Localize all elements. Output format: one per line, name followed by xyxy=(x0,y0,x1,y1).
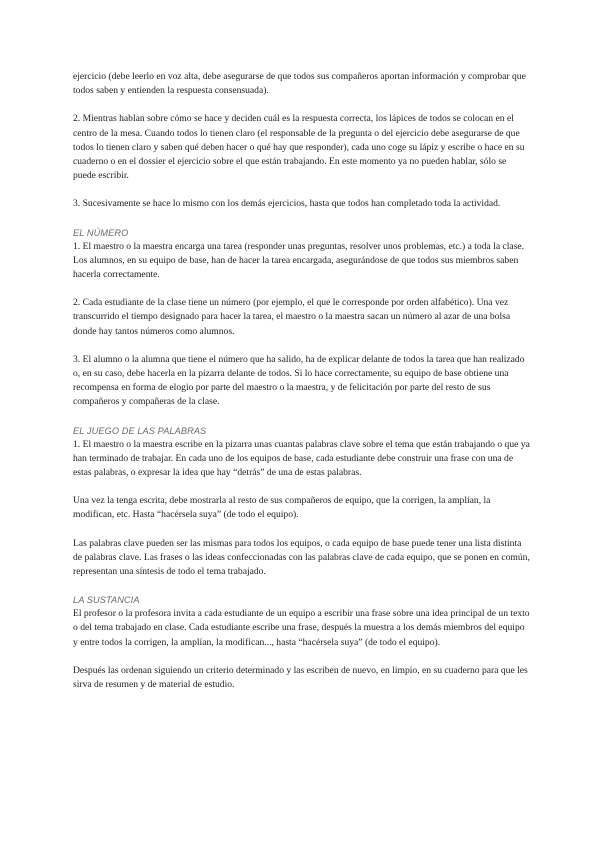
juego-paragraph-3: Las palabras clave pueden ser las mismas para todos los equipos, o cada equipo de base puede tener una lista distinta de palabras clave. Las frases o las ideas confeccionadas con las palabras clave de cada equipo, que se ponen en común, representan una síntesis de todo el tema trabajado. xyxy=(73,537,530,578)
numero-paragraph-2: 2. Cada estudiante de la clase tiene un número (por ejemplo, el que le corresponde por orden alfabético). Una vez transcurrido el tiempo designado para hacer la tarea, el maestro o la maestra sacan un número al azar de una bolsa donde hay tantos números como alumnos. xyxy=(73,297,511,337)
document-body xyxy=(73,70,531,692)
section-heading-juego: EL JUEGO DE LAS PALABRAS xyxy=(73,425,207,436)
numero-paragraph-1: 1. El maestro o la maestra encarga una tarea (responder unas preguntas, resolver unos problemas, etc.) a toda la clase. Los alumnos, en su equipo de base, han de hacer la tarea encargada, asegurándose de que todos sus miembros saben hacerla correctamente. xyxy=(73,240,525,281)
intro-paragraph-2: 2. Mientras hablan sobre cómo se hace y deciden cuál es la respuesta correcta, los lápices de todos se colocan en el centro de la mesa. Cuando todos lo tienen claro (el responsable de la pregunta o del ejercicio debe asegurarse de que todos lo tienen claro y saben qué deben hacer o qué hay que responder), cada uno coge su lápiz y escribe o hace en su cuaderno o en el dossier el ejercicio sobre el que están trabajando. En este momento ya no pueden hablar, sólo se puede escribir. xyxy=(73,113,525,182)
intro-paragraph-1: ejercicio (debe leerlo en voz alta, debe asegurarse de que todos sus compañeros aportan información y comprobar que todos saben y entienden la respuesta consensuada). xyxy=(73,71,526,97)
sustancia-paragraph-2: Después las ordenan siguiendo un criterio determinado y las escriben de nuevo, en limpio, en su cuaderno para que les sirva de resumen y de material de estudio. xyxy=(73,664,528,691)
juego-paragraph-1: 1. El maestro o la maestra escribe en la pizarra unas cuantas palabras clave sobre el tema que están trabajando o que ya han terminado de trabajar. En cada uno de los equipos de base, cada estudiante debe construir una frase con una de estas palabras, o expresar la idea que hay “detrás” de una de estas palabras. xyxy=(73,438,530,479)
section-heading-numero: EL NÚMERO xyxy=(73,227,129,238)
numero-paragraph-3: 3. El alumno o la alumna que tiene el número que ha salido, ha de explicar delante de todos la tarea que han realizado o, en su caso, debe hacerla en la pizarra delante de todos. Si lo hace correctamente, su equipo de base obtiene una recompensa en forma de elogio por parte del maestro o la maestra, y de felicitación por parte del resto de sus compañeros y compañeras de la clase. xyxy=(73,353,525,408)
intro-paragraph-3: 3. Sucesivamente se hace lo mismo con los demás ejercicios, hasta que todos han completado toda la actividad. xyxy=(73,198,501,210)
sustancia-paragraph-1: El profesor o la profesora invita a cada estudiante de un equipo a escribir una frase sobre una idea principal de un texto o del tema trabajado en clase. Cada estudiante escribe una frase, después la muestra a los demás miembros del equipo y entre todos la corrigen, la amplían, la modifican..., hasta “hacérsela suya” (de todo el equipo). xyxy=(73,608,530,648)
section-heading-sustancia: LA SUSTANCIA xyxy=(73,595,140,606)
juego-paragraph-2: Una vez la tenga escrita, debe mostrarla al resto de sus compañeros de equipo, que la corrigen, la amplían, la modifican, etc. Hasta “hacérsela suya” (de todo el equipo). xyxy=(73,495,491,521)
